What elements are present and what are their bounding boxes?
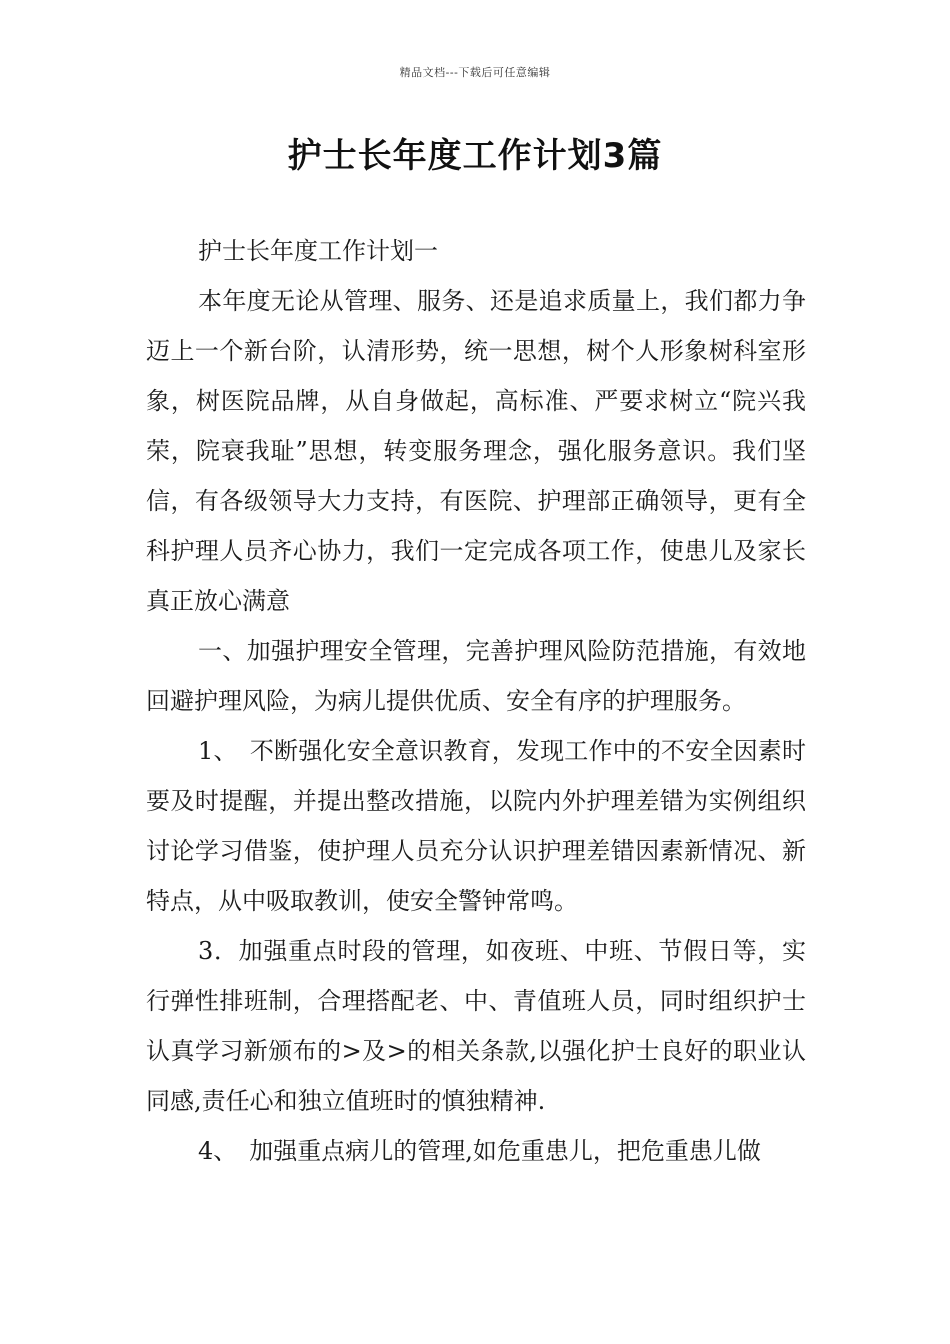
paragraph-item-1: 1、 不断强化安全意识教育，发现工作中的不安全因素时要及时提醒，并提出整改措施，以院内外护理差错为实例组织讨论学习借鉴，使护理人员充分认识护理差错因素新情况、新特点，从中吸取教训，使安全警钟常鸣。 <box>146 737 806 915</box>
document-title: 护士长年度工作计划3篇 <box>287 136 663 176</box>
paragraph-item-3: 3．加强重点时段的管理，如夜班、中班、节假日等，实行弹性排班制，合理搭配老、中、青值班人员，同时组织护士认真学习新颁布的>及>的相关条款,以强化护士良好的职业认同感,责任心和独立值班时的慎独精神. <box>146 937 806 1115</box>
header-note: 精品文档---下载后可任意编辑 <box>399 66 551 79</box>
paragraph-item-4: 4、 加强重点病儿的管理,如危重患儿，把危重患儿做 <box>198 1137 761 1165</box>
paragraph-section-1: 一、加强护理安全管理，完善护理风险防范措施，有效地回避护理风险，为病儿提供优质、安全有序的护理服务。 <box>146 637 806 715</box>
paragraph-intro: 本年度无论从管理、服务、还是追求质量上，我们都力争迈上一个新台阶，认清形势，统一思想，树个人形象树科室形象，树医院品牌，从自身做起，高标准、严要求树立“院兴我荣，院衰我耻”思想，转变服务理念，强化服务意识。我们坚信，有各级领导大力支持，有医院、护理部正确领导，更有全科护理人员齐心协力，我们一定完成各项工作，使患儿及家长真正放心满意 <box>146 287 806 615</box>
paragraph-subtitle: 护士长年度工作计划一 <box>198 237 438 265</box>
document-body <box>146 226 806 1176</box>
